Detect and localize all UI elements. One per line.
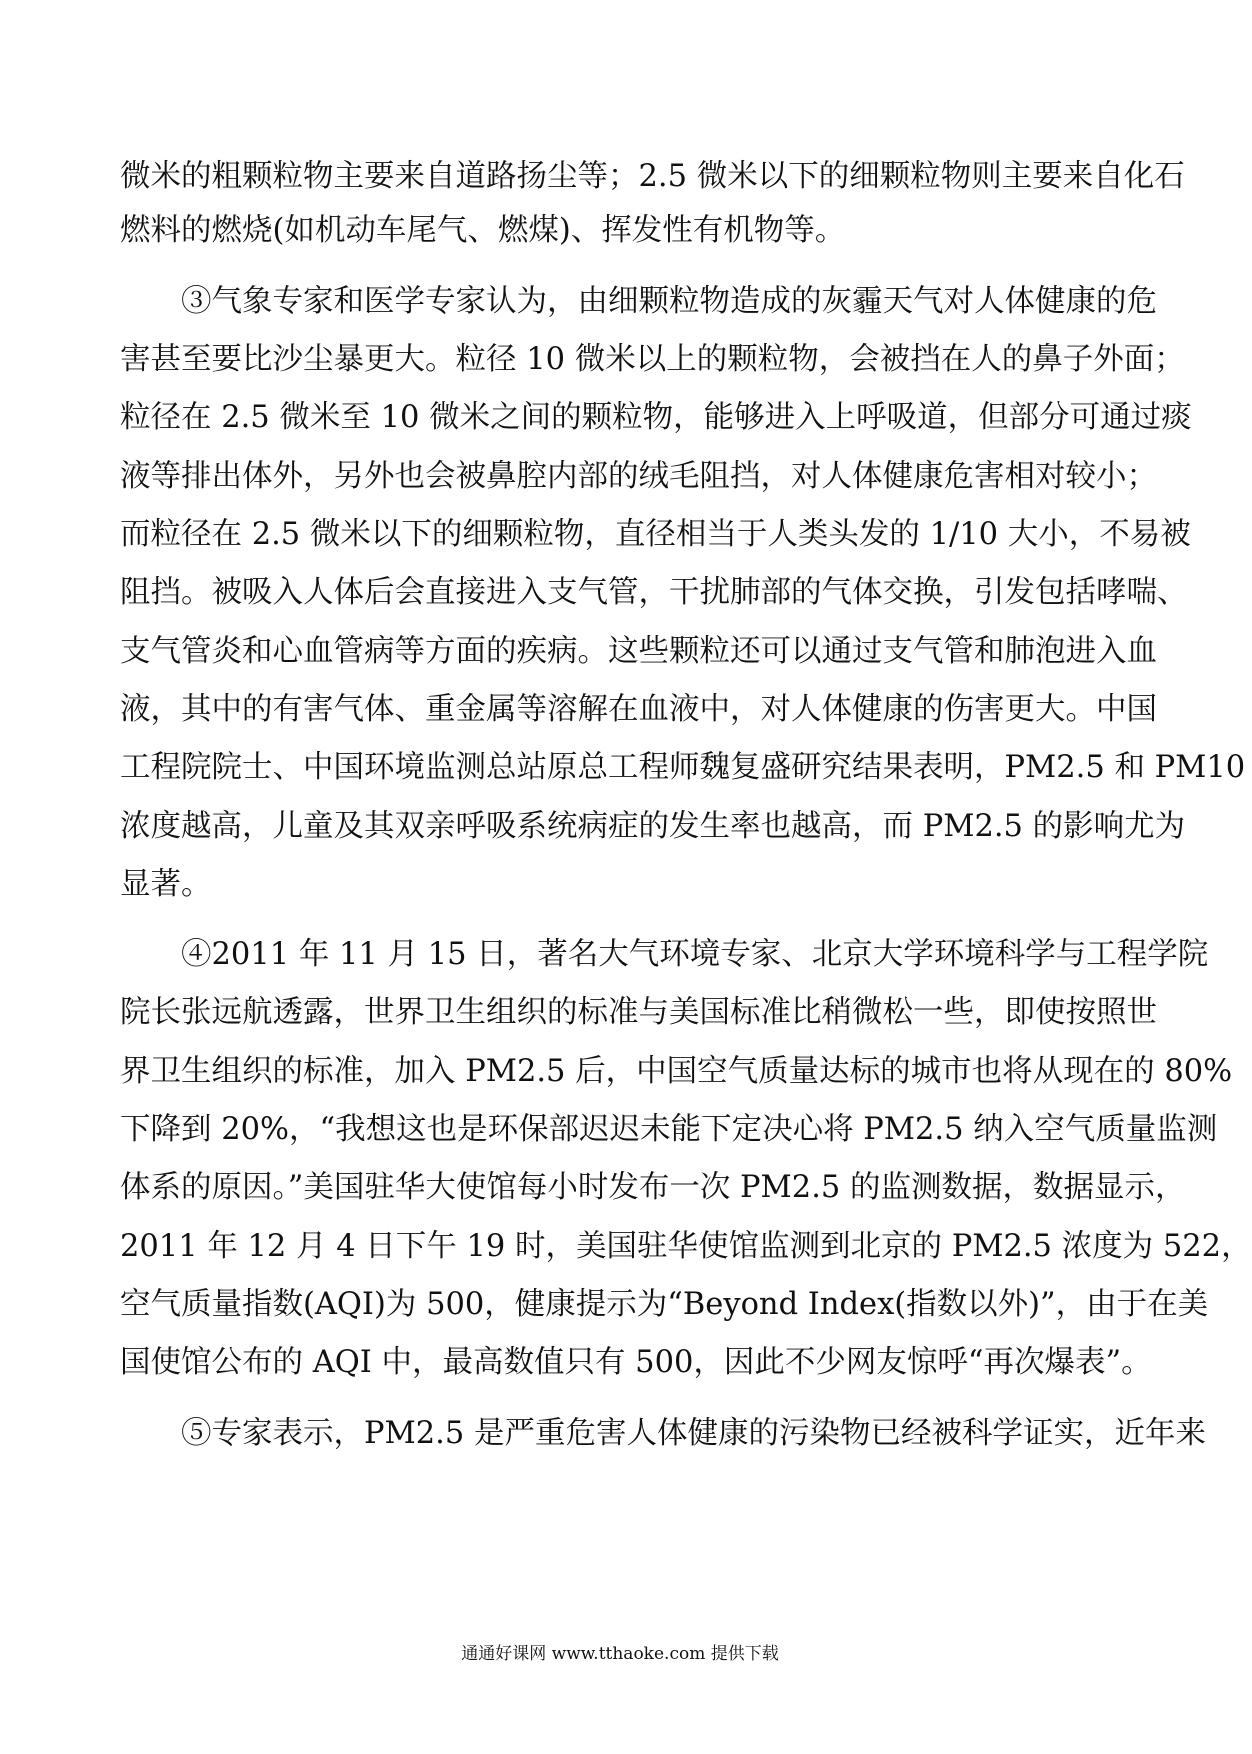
text-line: 院长张远航透露，世界卫生组织的标准与美国标准比稍微松一些，即使按照世 [120,995,1157,1030]
text-line: 液，其中的有害气体、重金属等溶解在血液中，对人体健康的伤害更大。中国 [120,692,1157,727]
text-line: 害甚至要比沙尘暴更大。粒径 10 微米以上的颗粒物，会被挡在人的鼻子外面； [120,342,1185,377]
text-line: ⑤专家表示，PM2.5 是严重危害人体健康的污染物已经被科学证实，近年来 [120,1416,1206,1451]
text-line: 液等排出体外，另外也会被鼻腔内部的绒毛阻挡，对人体健康危害相对较小； [120,459,1157,494]
text-line: 空气质量指数(AQI)为 500，健康提示为“Beyond Index(指数以外)”，由于在美 [120,1287,1209,1322]
text-line: 体系的原因。”美国驻华大使馆每小时发布一次 PM2.5 的监测数据，数据显示， [120,1170,1186,1205]
page-footer: 通通好课网 www.tthaoke.com 提供下载 [461,1644,779,1664]
text-line: 燃料的燃烧(如机动车尾气、燃煤)、挥发性有机物等。 [120,213,846,248]
text-line: ④2011 年 11 月 15 日，著名大气环境专家、北京大学环境科学与工程学院 [120,937,1209,972]
text-line: 下降到 20%，“我想这也是环保部迟迟未能下定决心将 PM2.5 纳入空气质量监测 [120,1112,1218,1147]
text-line: 显著。 [120,867,212,902]
text-line: ③气象专家和医学专家认为，由细颗粒物造成的灰霾天气对人体健康的危 [120,284,1157,319]
text-line: 支气管炎和心血管病等方面的疾病。这些颗粒还可以通过支气管和肺泡进入血 [120,634,1157,669]
text-line: 界卫生组织的标准，加入 PM2.5 后，中国空气质量达标的城市也将从现在的 80% [120,1054,1233,1089]
text-line: 阻挡。被吸入人体后会直接进入支气管，干扰肺部的气体交换，引发包括哮喘、 [120,575,1188,610]
text-line: 微米的粗颗粒物主要来自道路扬尘等；2.5 微米以下的细颗粒物则主要来自化石 [120,159,1185,194]
text-line: 粒径在 2.5 微米至 10 微米之间的颗粒物，能够进入上呼吸道，但部分可通过痰 [120,400,1192,435]
text-line: 国使馆公布的 AQI 中，最高数值只有 500，因此不少网友惊呼“再次爆表”。 [120,1345,1152,1380]
text-line: 浓度越高，儿童及其双亲呼吸系统病症的发生率也越高，而 PM2.5 的影响尤为 [120,809,1186,844]
text-line: 而粒径在 2.5 微米以下的细颗粒物，直径相当于人类头发的 1/10 大小，不易被 [120,517,1191,552]
text-line: 2011 年 12 月 4 日下午 19 时，美国驻华使馆监测到北京的 PM2.5 浓度为 522， [120,1229,1252,1264]
text-line: 工程院院士、中国环境监测总站原总工程师魏复盛研究结果表明，PM2.5 和 PM10 [120,750,1246,785]
